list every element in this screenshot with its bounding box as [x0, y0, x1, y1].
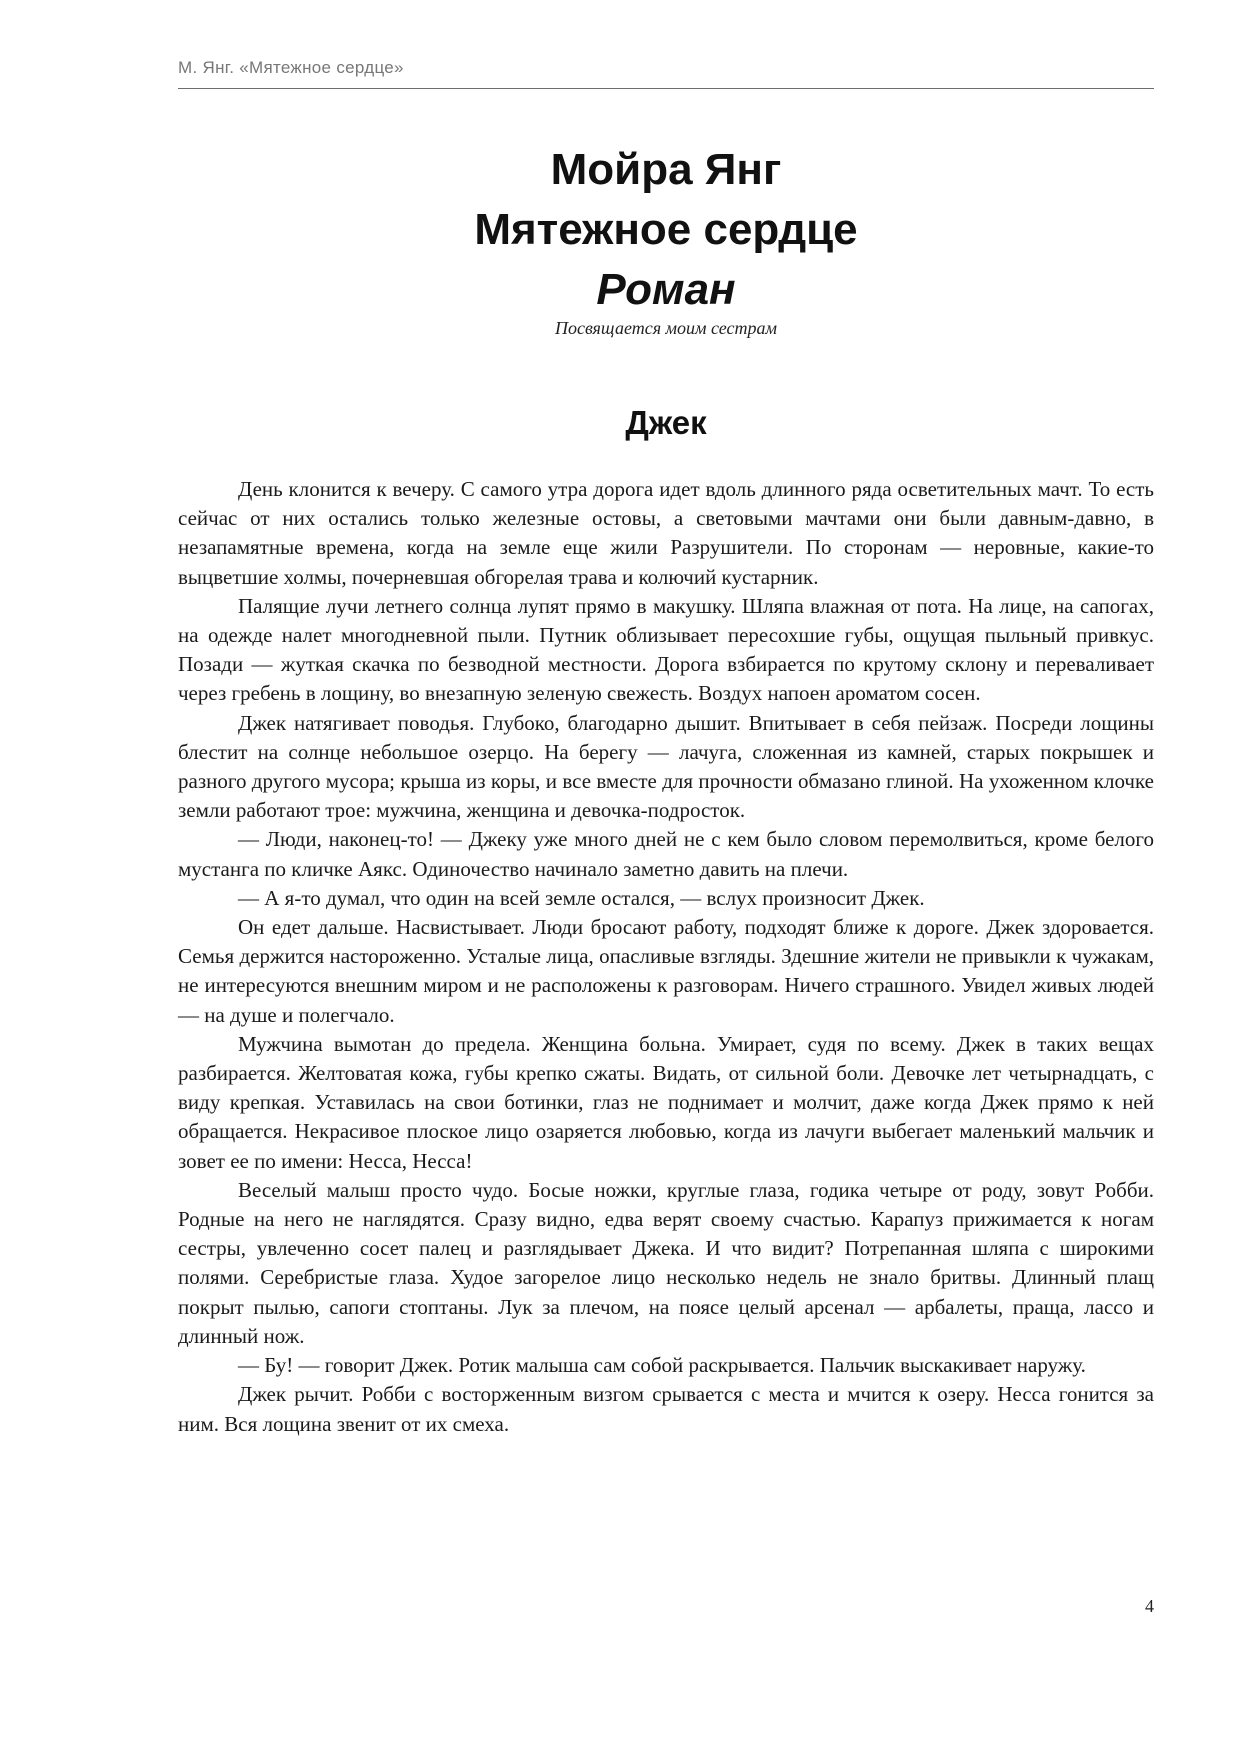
paragraph: Мужчина вымотан до предела. Женщина больна. Умирает, судя по всему. Джек в таких вещах разбирается. Желтоватая кожа, губы крепко сжаты. Видать, от сильной боли. Девочке лет четырнадцать, с виду крепкая. Уставилась на свои ботинки, глаз не поднимает и молчит, даже когда Джек прямо к ней обращается. Некрасивое плоское лицо озаряется любовью, когда из лачуги выбегает маленький мальчик и зовет ее по имени: Несса, Несса!	[178, 1031, 1154, 1173]
book-title: Мятежное сердце	[474, 205, 858, 254]
title-block	[178, 140, 1154, 320]
paragraph: День клонится к вечеру. С самого утра дорога идет вдоль длинного ряда осветительных мачт. То есть сейчас от них остались только железные остовы, а световыми мачтами они были давным-давно, в незапамятные времена, когда на земле еще жили Разрушители. По сторонам — неровные, какие-то выцветшие холмы, почерневшая обгорелая трава и колючий кустарник.	[178, 477, 1154, 589]
chapter-body	[178, 475, 1154, 1439]
chapter-title: Джек	[625, 404, 707, 441]
dedication: Посвящается моим сестрам	[554, 318, 778, 338]
paragraph: Джек натягивает поводья. Глубоко, благодарно дышит. Впитывает в себя пейзаж. Посреди лощины блестит на солнце небольшое озерцо. На берегу — лачуга, сложенная из камней, старых покрышек и разного другого мусора; крыша из коры, и все вместе для прочности обмазано глиной. На ухоженном клочке земли работают трое: мужчина, женщина и девочка-подросток.	[178, 710, 1154, 823]
paragraph: — Бу! — говорит Джек. Ротик малыша сам собой раскрывается. Пальчик выскакивает наружу.	[238, 1353, 1086, 1378]
genre-label: Роман	[596, 265, 736, 314]
page-number: 4	[1145, 1596, 1154, 1616]
paragraph: — А я-то думал, что один на всей земле остался, — вслух произносит Джек.	[238, 885, 925, 910]
paragraph: — Люди, наконец-то! — Джеку уже много дней не с кем было словом перемолвиться, кроме белого мустанга по кличке Аякс. Одиночество начинало заметно давить на плечи.	[178, 827, 1154, 881]
paragraph: Веселый малыш просто чудо. Босые ножки, круглые глаза, годика четыре от роду, зовут Робби. Родные на него не наглядятся. Сразу видно, едва верят своему счастью. Карапуз прижимается к ногам сестры, увлеченно сосет палец и разглядывает Джека. И что видит? Потрепанная шляпа с широкими полями. Серебристые глаза. Худое загорелое лицо несколько недель не знало бритвы. Длинный плащ покрыт пылью, сапоги стоптаны. Лук за плечом, на поясе целый арсенал — арбалеты, праща, лассо и длинный нож.	[178, 1177, 1154, 1348]
author-name: Мойра Янг	[550, 145, 782, 194]
paragraph: Джек рычит. Робби с восторженным визгом срывается с места и мчится к озеру. Несса гонится за ним. Вся лощина звенит от их смеха.	[178, 1382, 1154, 1436]
running-header: М. Янг. «Мятежное сердце»	[178, 58, 404, 77]
header-divider	[178, 88, 1154, 89]
paragraph: Он едет дальше. Насвистывает. Люди бросают работу, подходят ближе к дороге. Джек здоровается. Семья держится настороженно. Усталые лица, опасливые взгляды. Здешние жители не привыкли к чужакам, не интересуются внешним миром и не расположены к разговорам. Ничего страшного. Увидел живых людей — на душе и полегчало.	[178, 915, 1154, 1027]
paragraph: Палящие лучи летнего солнца лупят прямо в макушку. Шляпа влажная от пота. На лице, на сапогах, на одежде налет многодневной пыли. Путник облизывает пересохшие губы, ощущая пыльный привкус. Позади — жуткая скачка по безводной местности. Дорога взбирается по крутому склону и переваливает через гребень в лощину, во внезапную зеленую свежесть. Воздух напоен ароматом сосен.	[178, 593, 1154, 706]
